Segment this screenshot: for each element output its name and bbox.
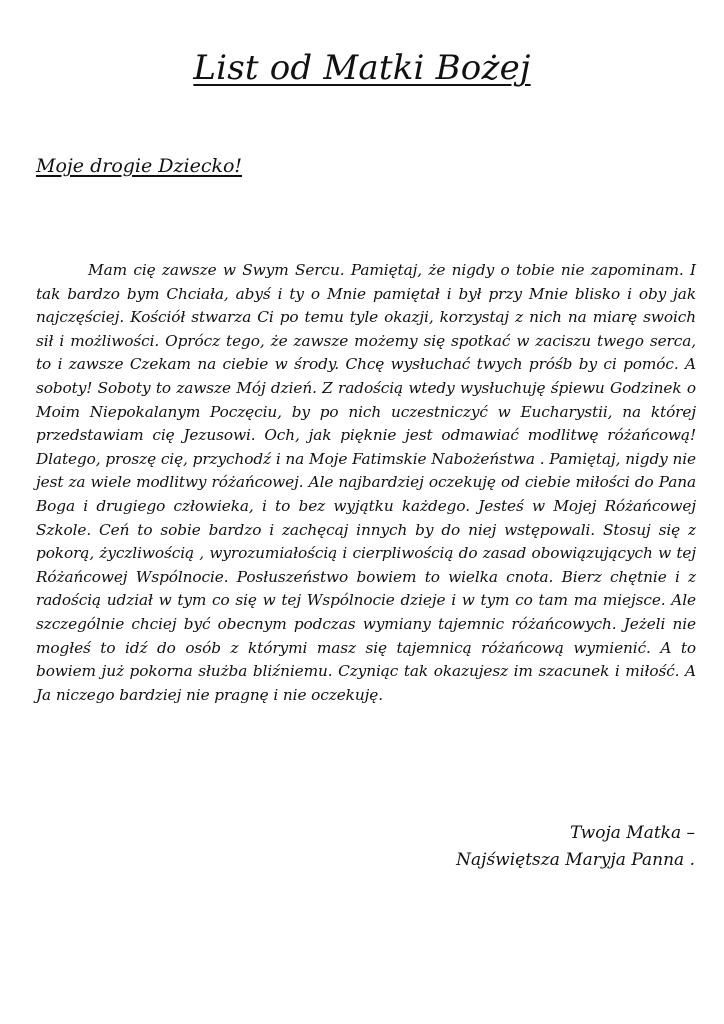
signature-line-1: Twoja Matka –	[569, 823, 695, 843]
signature-line-2: Najświętsza Maryja Panna .	[456, 850, 695, 870]
letter-greeting: Moje drogie Dziecko!	[36, 155, 243, 177]
letter-signature	[456, 820, 695, 874]
letter-body: Mam cię zawsze w Swym Sercu. Pamiętaj, że nigdy o tobie nie zapominam. I tak bardzo bym Chciała, abyś i ty o Mnie pamiętał i był przy Mnie blisko i oby jak najczęściej. Kościół stwarza Ci po temu tyle okazji, korzystaj z nich na miarę swoich sił i możliwości. Oprócz tego, że zawsze możemy się spotkać w zaciszu twego serca, to i zawsze Czekam na ciebie w środy. Chcę wysłuchać twych próśb by ci pomóc. A soboty! Soboty to zawsze Mój dzień. Z radością wtedy wysłuchuję śpiewu Godzinek o Moim Niepokalanym Poczęciu, by po nich uczestniczyć w Eucharystii, na której przedstawiam cię Jezusowi. Och, jak pięknie jest odmawiać modlitwę różańcową! Dlatego, proszę cię, przychodź i na Moje Fatimskie Nabożeństwa . Pamiętaj, nigdy nie jest za wiele modlitwy różańcowej. Ale najbardziej oczekuję od ciebie miłości do Pana Boga i drugiego człowieka, i to bez wyjątku każdego. Jesteś w Mojej Różańcowej Szkole. Ceń to sobie bardzo i zachęcaj innych by do niej wstępowali. Stosuj się z pokorą, życzliwością , wyrozumiałością i cierpliwością do zasad obowiązujących w tej Różańcowej Wspólnocie. Posłuszeństwo bowiem to wielka cnota. Bierz chętnie i z radością udział w tym co się w tej Wspólnocie dzieje i w tym co tam ma miejsce. Ale szczególnie chciej być obecnym podczas wymiany tajemnic różańcowych. Jeżeli nie mogłeś to idź do osób z którymi masz się tajemnicą różańcową wymienić. A to bowiem już pokorna służba bliźniemu. Czyniąc tak okazujesz im szacunek i miłość. A Ja niczego bardziej nie pragnę i nie oczekuję.	[36, 261, 696, 704]
document-title: List od Matki Bożej	[193, 48, 531, 88]
